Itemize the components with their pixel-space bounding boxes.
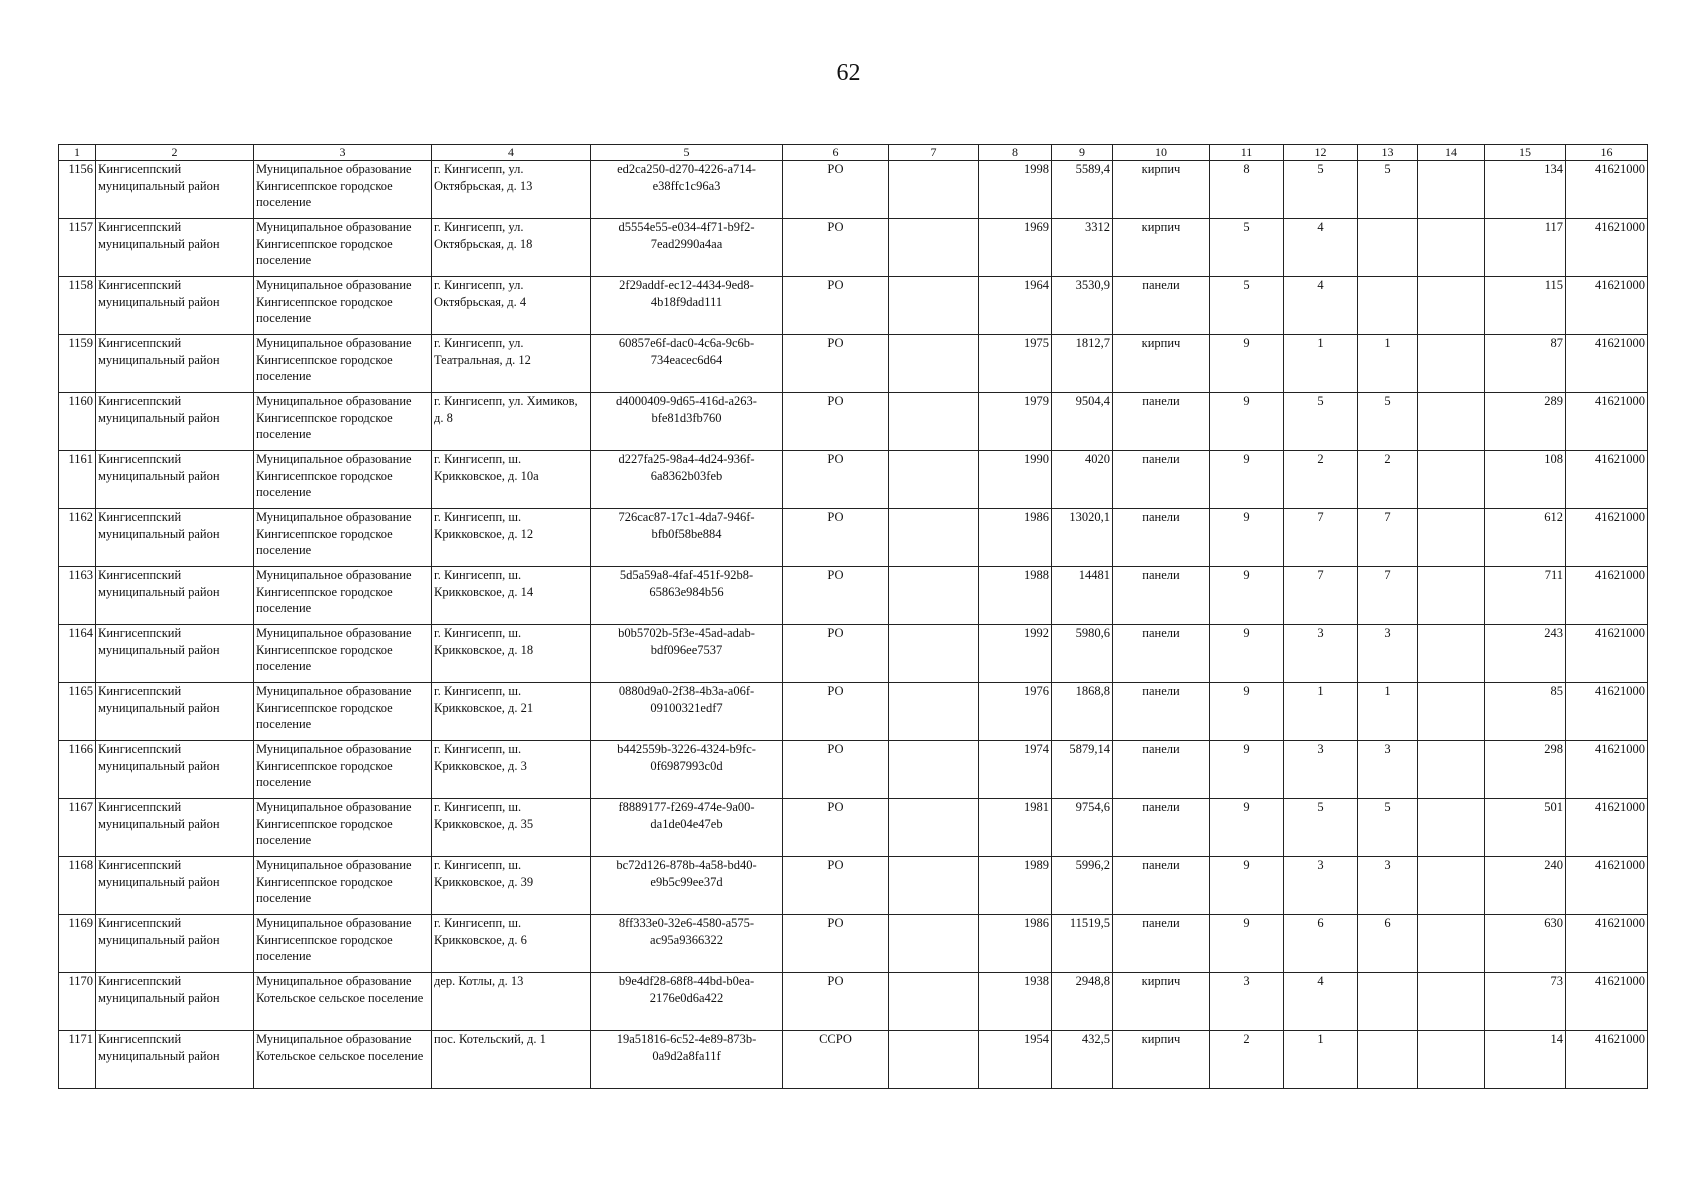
table-cell: РО [783,393,889,451]
column-header: 4 [432,145,591,161]
table-cell: 117 [1485,219,1566,277]
table-cell: дер. Котлы, д. 13 [432,973,591,1031]
table-cell: 5 [1284,799,1358,857]
table-cell: 41621000 [1566,567,1648,625]
table-cell: 7 [1284,567,1358,625]
table-cell: 630 [1485,915,1566,973]
column-number-row [59,145,1648,161]
table-cell: Муниципальное образование Кингисеппское городское поселение [254,393,432,451]
table-cell: 3 [1358,625,1418,683]
table-row [59,625,1648,683]
table-cell: Муниципальное образование Кингисеппское городское поселение [254,625,432,683]
table-cell [889,683,979,741]
table-cell [1418,161,1485,219]
table-cell: 85 [1485,683,1566,741]
table-cell: РО [783,219,889,277]
table-cell: 5 [1358,799,1418,857]
table-cell: г. Кингисепп, ул. Октябрьская, д. 13 [432,161,591,219]
table-cell: 3 [1358,857,1418,915]
table-cell [1418,451,1485,509]
table-cell: Муниципальное образование Кингисеппское городское поселение [254,277,432,335]
table-cell: Муниципальное образование Кингисеппское городское поселение [254,161,432,219]
table-cell [1418,915,1485,973]
table-cell: г. Кингисепп, ул. Октябрьская, д. 4 [432,277,591,335]
table-cell: РО [783,451,889,509]
table-cell: 5996,2 [1052,857,1113,915]
table-cell: 41621000 [1566,915,1648,973]
table-cell: РО [783,509,889,567]
table-cell: 3 [1210,973,1284,1031]
table-row [59,915,1648,973]
table-cell [889,277,979,335]
table-cell: кирпич [1113,219,1210,277]
table-cell: 14481 [1052,567,1113,625]
table-cell: 2 [1210,1031,1284,1089]
table-cell: 60857e6f-dac0-4c6a-9c6b-734eacec6d64 [591,335,783,393]
table-cell [889,799,979,857]
table-row [59,393,1648,451]
table-cell: кирпич [1113,335,1210,393]
table-row [59,335,1648,393]
table-cell: 41621000 [1566,451,1648,509]
table-cell: 115 [1485,277,1566,335]
table-cell [1358,219,1418,277]
table-cell [889,567,979,625]
table-cell: г. Кингисепп, ш. Крикковское, д. 12 [432,509,591,567]
table-cell: 298 [1485,741,1566,799]
table-cell: 8 [1210,161,1284,219]
table-cell: 9 [1210,509,1284,567]
table-cell: 3 [1284,857,1358,915]
table-cell: 19a51816-6c52-4e89-873b-0a9d2a8fa11f [591,1031,783,1089]
table-cell: 4 [1284,219,1358,277]
table-row [59,857,1648,915]
table-cell: 3 [1284,625,1358,683]
table-cell: 9 [1210,857,1284,915]
table-cell [1418,277,1485,335]
table-cell: 726cac87-17c1-4da7-946f-bfb0f58be884 [591,509,783,567]
table-cell [889,161,979,219]
table-cell: панели [1113,857,1210,915]
table-cell: 9 [1210,683,1284,741]
table-cell: 1169 [59,915,96,973]
table-cell: 9 [1210,393,1284,451]
table-cell [1358,1031,1418,1089]
table-cell [889,741,979,799]
table-cell: 41621000 [1566,509,1648,567]
table-cell: Кингисеппский муниципальный район [96,393,254,451]
table-cell: 41621000 [1566,1031,1648,1089]
table-cell: Кингисеппский муниципальный район [96,683,254,741]
column-header: 7 [889,145,979,161]
table-cell: 1969 [979,219,1052,277]
table-cell: 612 [1485,509,1566,567]
table-cell: панели [1113,799,1210,857]
table-cell: 9 [1210,625,1284,683]
table-cell: Муниципальное образование Кингисеппское городское поселение [254,799,432,857]
table-cell: 5879,14 [1052,741,1113,799]
table-cell: 1166 [59,741,96,799]
table-cell: панели [1113,915,1210,973]
column-header: 14 [1418,145,1485,161]
table-cell: Кингисеппский муниципальный район [96,1031,254,1089]
table-cell: Муниципальное образование Кингисеппское городское поселение [254,335,432,393]
table-cell: 1160 [59,393,96,451]
table-cell [889,857,979,915]
table-cell [889,335,979,393]
table-cell: 1168 [59,857,96,915]
table-cell: 87 [1485,335,1566,393]
table-row [59,451,1648,509]
table-cell: 2948,8 [1052,973,1113,1031]
table-cell: 1981 [979,799,1052,857]
table-cell: Муниципальное образование Кингисеппское городское поселение [254,857,432,915]
table-cell: панели [1113,509,1210,567]
table-cell: Кингисеппский муниципальный район [96,915,254,973]
table-row [59,277,1648,335]
table-cell: Кингисеппский муниципальный район [96,973,254,1031]
table-cell: ССРО [783,1031,889,1089]
table-cell: 1979 [979,393,1052,451]
column-header: 9 [1052,145,1113,161]
table-cell: 501 [1485,799,1566,857]
table-cell: РО [783,915,889,973]
table-cell: 5980,6 [1052,625,1113,683]
table-cell: Муниципальное образование Кингисеппское городское поселение [254,741,432,799]
table-cell: 4 [1284,973,1358,1031]
table-cell: панели [1113,277,1210,335]
table-cell: 1988 [979,567,1052,625]
table-cell: 6 [1284,915,1358,973]
column-header: 3 [254,145,432,161]
table-cell: 41621000 [1566,799,1648,857]
table-cell: b9e4df28-68f8-44bd-b0ea-2176e0d6a422 [591,973,783,1031]
table-cell: 1 [1284,335,1358,393]
table-cell [1358,973,1418,1031]
table-cell: 1163 [59,567,96,625]
table-cell: 5 [1284,393,1358,451]
table-cell [1418,219,1485,277]
table-cell: 6 [1358,915,1418,973]
table-cell: 41621000 [1566,857,1648,915]
table-cell: РО [783,161,889,219]
table-cell: кирпич [1113,1031,1210,1089]
column-header: 15 [1485,145,1566,161]
table-cell: 9 [1210,567,1284,625]
column-header: 10 [1113,145,1210,161]
table-cell: 1164 [59,625,96,683]
table-cell: 2 [1284,451,1358,509]
table-cell: г. Кингисепп, ш. Крикковское, д. 35 [432,799,591,857]
table-cell: Кингисеппский муниципальный район [96,451,254,509]
table-cell: Кингисеппский муниципальный район [96,799,254,857]
table-cell: Муниципальное образование Кингисеппское городское поселение [254,451,432,509]
table-cell: 41621000 [1566,741,1648,799]
table-cell: 1161 [59,451,96,509]
table-cell: d5554e55-e034-4f71-b9f2-7ead2990a4aa [591,219,783,277]
table-cell: 1989 [979,857,1052,915]
table-row [59,219,1648,277]
table-cell: 1156 [59,161,96,219]
table-cell [889,451,979,509]
table-cell: панели [1113,741,1210,799]
table-row [59,1031,1648,1089]
table-cell: 1159 [59,335,96,393]
table-cell [889,973,979,1031]
table-cell: 5 [1210,277,1284,335]
table-cell: 1157 [59,219,96,277]
table-cell: d4000409-9d65-416d-a263-bfe81d3fb760 [591,393,783,451]
table-cell: Кингисеппский муниципальный район [96,335,254,393]
table-cell: кирпич [1113,973,1210,1031]
table-cell: Кингисеппский муниципальный район [96,857,254,915]
table-cell: 14 [1485,1031,1566,1089]
table-cell: 7 [1284,509,1358,567]
table-cell: панели [1113,625,1210,683]
table-cell [1418,973,1485,1031]
table-cell: 432,5 [1052,1031,1113,1089]
table-cell: 3 [1358,741,1418,799]
table-cell: 1986 [979,915,1052,973]
table-cell: d227fa25-98a4-4d24-936f-6a8362b03feb [591,451,783,509]
table-cell [1418,799,1485,857]
table-cell [1418,509,1485,567]
table-cell: b0b5702b-5f3e-45ad-adab-bdf096ee7537 [591,625,783,683]
column-header: 13 [1358,145,1418,161]
table-cell [1418,625,1485,683]
table-cell: г. Кингисепп, ул. Октябрьская, д. 18 [432,219,591,277]
table-cell: 5589,4 [1052,161,1113,219]
table-cell: 9754,6 [1052,799,1113,857]
table-cell: 3530,9 [1052,277,1113,335]
table-cell: 5d5a59a8-4faf-451f-92b8-65863e984b56 [591,567,783,625]
table-cell: 5 [1358,161,1418,219]
table-cell: г. Кингисепп, ш. Крикковское, д. 21 [432,683,591,741]
table-cell: 1 [1358,683,1418,741]
table-cell [1418,741,1485,799]
table-cell [1418,1031,1485,1089]
column-header: 5 [591,145,783,161]
table-cell: 1998 [979,161,1052,219]
table-cell [1418,393,1485,451]
table-cell: РО [783,625,889,683]
column-header: 6 [783,145,889,161]
table-cell: РО [783,683,889,741]
table-cell: панели [1113,451,1210,509]
table-cell: 1158 [59,277,96,335]
table-cell: 41621000 [1566,973,1648,1031]
table-cell: 41621000 [1566,625,1648,683]
table-cell [889,915,979,973]
table-cell: 1975 [979,335,1052,393]
table-cell: 2f29addf-ec12-4434-9ed8-4b18f9dad111 [591,277,783,335]
table-cell: Муниципальное образование Кингисеппское городское поселение [254,509,432,567]
table-cell: 1162 [59,509,96,567]
table-cell: 1165 [59,683,96,741]
table-cell: 1976 [979,683,1052,741]
table-cell: 1 [1358,335,1418,393]
table-cell: 41621000 [1566,393,1648,451]
table-row [59,973,1648,1031]
table-cell: г. Кингисепп, ш. Крикковское, д. 18 [432,625,591,683]
table-cell: 9 [1210,451,1284,509]
table-cell: 9 [1210,335,1284,393]
table-cell [1418,567,1485,625]
table-cell [889,219,979,277]
table-cell: Муниципальное образование Кингисеппское городское поселение [254,219,432,277]
table-cell: РО [783,567,889,625]
table-cell: г. Кингисепп, ул. Химиков, д. 8 [432,393,591,451]
table-cell: панели [1113,567,1210,625]
table-row [59,509,1648,567]
table-body [59,161,1648,1089]
table-cell: 7 [1358,567,1418,625]
table-cell: 4020 [1052,451,1113,509]
table-cell: 5 [1358,393,1418,451]
table-cell: г. Кингисепп, ш. Крикковское, д. 10а [432,451,591,509]
table-cell: 8ff333e0-32e6-4580-a575-ac95a9366322 [591,915,783,973]
table-cell: 108 [1485,451,1566,509]
table-cell: Муниципальное образование Кингисеппское городское поселение [254,567,432,625]
table-row [59,683,1648,741]
table-cell: Кингисеппский муниципальный район [96,567,254,625]
table-cell: 1812,7 [1052,335,1113,393]
table-cell: 240 [1485,857,1566,915]
table-cell: 289 [1485,393,1566,451]
table-cell: 2 [1358,451,1418,509]
table-cell: панели [1113,393,1210,451]
table-cell: РО [783,973,889,1031]
table-cell: 1 [1284,1031,1358,1089]
table-cell: РО [783,741,889,799]
table-cell: 4 [1284,277,1358,335]
table-cell: 1868,8 [1052,683,1113,741]
housing-registry-table [58,144,1648,1089]
table-cell [1418,857,1485,915]
column-header: 2 [96,145,254,161]
table-cell: Кингисеппский муниципальный район [96,509,254,567]
table-cell: Кингисеппский муниципальный район [96,161,254,219]
table-cell: 1954 [979,1031,1052,1089]
table-cell: 9 [1210,915,1284,973]
table-cell: РО [783,335,889,393]
table-cell: 1964 [979,277,1052,335]
table-cell: 73 [1485,973,1566,1031]
table-cell: Кингисеппский муниципальный район [96,625,254,683]
table-cell: bc72d126-878b-4a58-bd40-e9b5c99ee37d [591,857,783,915]
table-cell: г. Кингисепп, ш. Крикковское, д. 39 [432,857,591,915]
table-cell: 7 [1358,509,1418,567]
table-cell: РО [783,277,889,335]
table-cell [889,509,979,567]
table-cell: РО [783,857,889,915]
table-cell: Муниципальное образование Кингисеппское городское поселение [254,683,432,741]
table-cell [889,625,979,683]
table-cell: 9504,4 [1052,393,1113,451]
table-cell: 1974 [979,741,1052,799]
table-cell: 9 [1210,799,1284,857]
table-cell: 1 [1284,683,1358,741]
column-header: 1 [59,145,96,161]
table-cell: г. Кингисепп, ш. Крикковское, д. 3 [432,741,591,799]
table-cell: 5 [1284,161,1358,219]
table-cell: 1170 [59,973,96,1031]
table-cell: Кингисеппский муниципальный район [96,219,254,277]
table-cell: 41621000 [1566,277,1648,335]
table-cell [1418,683,1485,741]
table-cell: Муниципальное образование Котельское сельское поселение [254,973,432,1031]
table-cell [1418,335,1485,393]
column-header: 12 [1284,145,1358,161]
table-cell: 243 [1485,625,1566,683]
table-cell: г. Кингисепп, ш. Крикковское, д. 6 [432,915,591,973]
table-cell: 1167 [59,799,96,857]
column-header: 8 [979,145,1052,161]
table-cell: 41621000 [1566,161,1648,219]
table-cell: пос. Котельский, д. 1 [432,1031,591,1089]
table-cell [889,1031,979,1089]
table-cell: РО [783,799,889,857]
table-cell: Муниципальное образование Котельское сельское поселение [254,1031,432,1089]
table-cell: 9 [1210,741,1284,799]
table-cell: Кингисеппский муниципальный район [96,277,254,335]
table-cell: 1992 [979,625,1052,683]
table-cell: г. Кингисепп, ш. Крикковское, д. 14 [432,567,591,625]
table-cell: b442559b-3226-4324-b9fc-0f6987993c0d [591,741,783,799]
table-cell: Муниципальное образование Кингисеппское городское поселение [254,915,432,973]
table-cell: 5 [1210,219,1284,277]
column-header: 16 [1566,145,1648,161]
table-cell: панели [1113,683,1210,741]
table-row [59,161,1648,219]
table-row [59,799,1648,857]
table-cell: 13020,1 [1052,509,1113,567]
table-cell: 41621000 [1566,683,1648,741]
table-cell: 3312 [1052,219,1113,277]
table-cell [1358,277,1418,335]
table-cell: 1171 [59,1031,96,1089]
table-row [59,567,1648,625]
table-cell: ed2ca250-d270-4226-a714-e38ffc1c96a3 [591,161,783,219]
table-cell: 1938 [979,973,1052,1031]
table-cell: 3 [1284,741,1358,799]
table-row [59,741,1648,799]
table-cell: кирпич [1113,161,1210,219]
page-number: 62 [836,60,861,86]
table-cell: 1986 [979,509,1052,567]
table-cell: 11519,5 [1052,915,1113,973]
table-cell: 41621000 [1566,335,1648,393]
table-cell: 0880d9a0-2f38-4b3a-a06f-09100321edf7 [591,683,783,741]
table-cell: 711 [1485,567,1566,625]
table-cell: f8889177-f269-474e-9a00-da1de04e47eb [591,799,783,857]
column-header: 11 [1210,145,1284,161]
table-cell [889,393,979,451]
table-cell: Кингисеппский муниципальный район [96,741,254,799]
table-cell: 134 [1485,161,1566,219]
table-cell: 41621000 [1566,219,1648,277]
table-cell: 1990 [979,451,1052,509]
table-cell: г. Кингисепп, ул. Театральная, д. 12 [432,335,591,393]
